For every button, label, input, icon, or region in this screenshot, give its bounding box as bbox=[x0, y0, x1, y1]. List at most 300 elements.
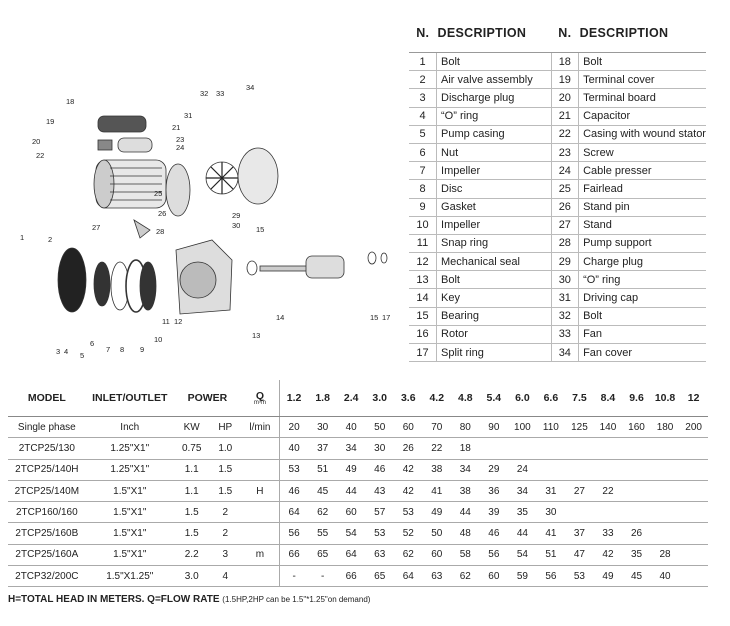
head-value: 53 bbox=[279, 459, 308, 480]
q-value: 1.2 bbox=[279, 380, 308, 417]
part-description-left: Bearing bbox=[437, 307, 552, 325]
diagram-part-label: 1 bbox=[20, 233, 25, 242]
part-number-right: 21 bbox=[551, 107, 579, 125]
model-model: 2TCP160/160 bbox=[8, 502, 86, 523]
lmin-value: 140 bbox=[594, 417, 623, 438]
model-inlet: 1.25"X1" bbox=[86, 438, 174, 459]
head-value: - bbox=[279, 566, 308, 587]
head-value: 35 bbox=[622, 544, 651, 565]
parts-row bbox=[409, 325, 706, 343]
part-number-left: 15 bbox=[409, 307, 437, 325]
diagram-part-label: 33 bbox=[216, 89, 225, 98]
part-number-left: 4 bbox=[409, 107, 437, 125]
diagram-part-label: 30 bbox=[232, 221, 241, 230]
head-value: 31 bbox=[537, 480, 566, 501]
exploded-pump-diagram bbox=[0, 80, 400, 370]
part-number-right: 26 bbox=[551, 198, 579, 216]
performance-table bbox=[8, 380, 708, 587]
diagram-part-label: 8 bbox=[120, 345, 125, 354]
head-unit-cell: m bbox=[241, 544, 279, 565]
head-value: 66 bbox=[279, 544, 308, 565]
part-number-right: 28 bbox=[551, 234, 579, 252]
diagram-part-label: 29 bbox=[232, 211, 241, 220]
part-description-left: Discharge plug bbox=[437, 89, 552, 107]
head-value: 34 bbox=[337, 438, 366, 459]
head-value: 27 bbox=[565, 480, 594, 501]
diagram-part-label: 5 bbox=[80, 351, 85, 360]
part-description-left: Rotor bbox=[437, 325, 552, 343]
part-description-right: Capacitor bbox=[579, 107, 706, 125]
part-number-right: 32 bbox=[551, 307, 579, 325]
head-value: 51 bbox=[537, 544, 566, 565]
part-number-right: 18 bbox=[551, 53, 579, 71]
q-value: 1.8 bbox=[308, 380, 337, 417]
lmin-value: 110 bbox=[537, 417, 566, 438]
head-value: 55 bbox=[308, 523, 337, 544]
model-kw: 1.1 bbox=[174, 480, 210, 501]
header-description-right: DESCRIPTION bbox=[579, 14, 706, 53]
head-value: 34 bbox=[451, 459, 480, 480]
head-value: 45 bbox=[308, 480, 337, 501]
part-description-left: Gasket bbox=[437, 198, 552, 216]
q-value: 2.4 bbox=[337, 380, 366, 417]
head-value: 22 bbox=[423, 438, 452, 459]
model-model: 2TCP25/130 bbox=[8, 438, 86, 459]
part-description-left: Bolt bbox=[437, 271, 552, 289]
part-number-left: 5 bbox=[409, 125, 437, 143]
head-value: 34 bbox=[508, 480, 537, 501]
subheader-kw: KW bbox=[174, 417, 210, 438]
parts-row bbox=[409, 71, 706, 89]
head-value: 63 bbox=[423, 566, 452, 587]
head-value: 44 bbox=[451, 502, 480, 523]
lmin-value: 125 bbox=[565, 417, 594, 438]
head-value bbox=[537, 459, 566, 480]
parts-row bbox=[409, 89, 706, 107]
head-unit-cell bbox=[241, 566, 279, 587]
model-row bbox=[8, 480, 708, 501]
model-hp: 4 bbox=[210, 566, 241, 587]
model-model: 2TCP25/160B bbox=[8, 523, 86, 544]
head-value: 44 bbox=[508, 523, 537, 544]
model-row bbox=[8, 566, 708, 587]
head-unit-cell bbox=[241, 502, 279, 523]
model-model: 2TCP25/140H bbox=[8, 459, 86, 480]
parts-header-row bbox=[409, 14, 706, 53]
part-description-right: Terminal board bbox=[579, 89, 706, 107]
part-number-left: 9 bbox=[409, 198, 437, 216]
header-model: MODEL bbox=[8, 380, 86, 417]
part-number-right: 34 bbox=[551, 344, 579, 362]
model-hp: 1.5 bbox=[210, 480, 241, 501]
head-value bbox=[565, 502, 594, 523]
head-value: 60 bbox=[423, 544, 452, 565]
head-value: 56 bbox=[537, 566, 566, 587]
subheader-hp: HP bbox=[210, 417, 241, 438]
header-inlet-outlet: INLET/OUTLET bbox=[86, 380, 174, 417]
part-description-left: Bolt bbox=[437, 53, 552, 71]
diagram-part-label: 10 bbox=[154, 335, 163, 344]
head-value: 42 bbox=[394, 480, 423, 501]
head-value: - bbox=[308, 566, 337, 587]
diagram-part-label: 31 bbox=[184, 111, 193, 120]
part-description-right: Screw bbox=[579, 143, 706, 161]
part-description-right: Cable presser bbox=[579, 162, 706, 180]
head-value: 38 bbox=[423, 459, 452, 480]
diagram-part-label: 25 bbox=[154, 189, 163, 198]
head-value bbox=[480, 438, 509, 459]
part-number-left: 8 bbox=[409, 180, 437, 198]
parts-row bbox=[409, 180, 706, 198]
head-value bbox=[679, 502, 708, 523]
head-value: 33 bbox=[594, 523, 623, 544]
part-number-left: 14 bbox=[409, 289, 437, 307]
q-value: 10.8 bbox=[651, 380, 680, 417]
diagram-part-label: 17 bbox=[382, 313, 391, 322]
diagram-part-label: 27 bbox=[92, 223, 101, 232]
diagram-part-label: 11 bbox=[162, 317, 170, 326]
part-description-right: Fan cover bbox=[579, 344, 706, 362]
head-value: 46 bbox=[365, 459, 394, 480]
part-description-right: Terminal cover bbox=[579, 71, 706, 89]
head-value bbox=[508, 438, 537, 459]
part-description-right: Charge plug bbox=[579, 253, 706, 271]
part-description-left: Key bbox=[437, 289, 552, 307]
head-value: 57 bbox=[365, 502, 394, 523]
head-value: 49 bbox=[337, 459, 366, 480]
subheader-unit: l/min bbox=[241, 417, 279, 438]
lmin-value: 20 bbox=[279, 417, 308, 438]
model-model: 2TCP32/200C bbox=[8, 566, 86, 587]
diagram-part-label: 12 bbox=[174, 317, 183, 326]
part-number-left: 12 bbox=[409, 253, 437, 271]
model-inlet: 1.5"X1" bbox=[86, 544, 174, 565]
lmin-value: 160 bbox=[622, 417, 651, 438]
model-inlet: 1.25"X1" bbox=[86, 459, 174, 480]
head-value bbox=[622, 480, 651, 501]
head-value bbox=[679, 459, 708, 480]
model-kw: 0.75 bbox=[174, 438, 210, 459]
head-value: 28 bbox=[651, 544, 680, 565]
part-number-right: 33 bbox=[551, 325, 579, 343]
head-value: 42 bbox=[594, 544, 623, 565]
footer-note bbox=[8, 594, 370, 605]
model-kw: 1.5 bbox=[174, 523, 210, 544]
part-description-right: Fairlead bbox=[579, 180, 706, 198]
head-value: 39 bbox=[480, 502, 509, 523]
head-value bbox=[651, 459, 680, 480]
diagram-part-label: 22 bbox=[36, 151, 45, 160]
head-value: 64 bbox=[279, 502, 308, 523]
head-value: 18 bbox=[451, 438, 480, 459]
head-value: 22 bbox=[594, 480, 623, 501]
parts-row bbox=[409, 216, 706, 234]
part-number-right: 20 bbox=[551, 89, 579, 107]
model-inlet: 1.5"X1" bbox=[86, 523, 174, 544]
part-number-right: 29 bbox=[551, 253, 579, 271]
q-value: 9.6 bbox=[622, 380, 651, 417]
part-number-left: 10 bbox=[409, 216, 437, 234]
head-value: 47 bbox=[565, 544, 594, 565]
diagram-part-label: 7 bbox=[106, 345, 111, 354]
part-number-left: 1 bbox=[409, 53, 437, 71]
head-value: 45 bbox=[622, 566, 651, 587]
model-hp: 1.5 bbox=[210, 459, 241, 480]
lmin-value: 100 bbox=[508, 417, 537, 438]
part-number-left: 3 bbox=[409, 89, 437, 107]
diagram-part-label: 23 bbox=[176, 135, 185, 144]
head-value bbox=[651, 502, 680, 523]
parts-row bbox=[409, 143, 706, 161]
diagram-part-label: 2 bbox=[48, 235, 53, 244]
part-number-left: 17 bbox=[409, 344, 437, 362]
model-row bbox=[8, 438, 708, 459]
model-inlet: 1.5"X1" bbox=[86, 480, 174, 501]
diagram-part-label: 9 bbox=[140, 345, 145, 354]
head-value: 59 bbox=[508, 566, 537, 587]
part-number-right: 23 bbox=[551, 143, 579, 161]
head-value: 24 bbox=[508, 459, 537, 480]
part-description-left: “O” ring bbox=[437, 107, 552, 125]
lmin-value: 40 bbox=[337, 417, 366, 438]
head-value: 48 bbox=[451, 523, 480, 544]
head-value: 36 bbox=[480, 480, 509, 501]
part-description-left: Disc bbox=[437, 180, 552, 198]
head-value bbox=[594, 459, 623, 480]
part-description-right: Stand pin bbox=[579, 198, 706, 216]
capacitor-shape bbox=[118, 138, 152, 152]
q-unit: m³/h bbox=[253, 400, 266, 406]
head-value: 46 bbox=[480, 523, 509, 544]
header-q bbox=[241, 380, 279, 417]
head-value: 54 bbox=[508, 544, 537, 565]
header-number-right: N. bbox=[551, 14, 579, 53]
head-value bbox=[594, 502, 623, 523]
head-value bbox=[565, 459, 594, 480]
q-value: 8.4 bbox=[594, 380, 623, 417]
q-value: 4.8 bbox=[451, 380, 480, 417]
head-value: 53 bbox=[394, 502, 423, 523]
model-inlet: 1.5"X1" bbox=[86, 502, 174, 523]
parts-description-table bbox=[409, 14, 706, 362]
lmin-value: 200 bbox=[679, 417, 708, 438]
head-value: 58 bbox=[451, 544, 480, 565]
part-number-right: 22 bbox=[551, 125, 579, 143]
part-number-left: 6 bbox=[409, 143, 437, 161]
head-value: 64 bbox=[394, 566, 423, 587]
subheader-model: Single phase bbox=[8, 417, 86, 438]
head-value bbox=[537, 438, 566, 459]
part-number-right: 31 bbox=[551, 289, 579, 307]
diagram-part-label: 19 bbox=[46, 117, 55, 126]
parts-row bbox=[409, 198, 706, 216]
part-description-right: Bolt bbox=[579, 53, 706, 71]
part-description-right: Fan bbox=[579, 325, 706, 343]
header-description-left: DESCRIPTION bbox=[437, 14, 552, 53]
lmin-value: 70 bbox=[423, 417, 452, 438]
head-value: 66 bbox=[337, 566, 366, 587]
part-number-left: 16 bbox=[409, 325, 437, 343]
diagram-part-label: 6 bbox=[90, 339, 95, 348]
q-value: 3.0 bbox=[365, 380, 394, 417]
head-value: 53 bbox=[565, 566, 594, 587]
model-inlet: 1.5"X1.25" bbox=[86, 566, 174, 587]
model-row bbox=[8, 544, 708, 565]
head-value: 37 bbox=[308, 438, 337, 459]
q-value: 3.6 bbox=[394, 380, 423, 417]
q-value: 6.6 bbox=[537, 380, 566, 417]
part-number-left: 13 bbox=[409, 271, 437, 289]
model-row bbox=[8, 502, 708, 523]
head-value: 56 bbox=[480, 544, 509, 565]
head-value: 51 bbox=[308, 459, 337, 480]
head-value bbox=[651, 523, 680, 544]
diagram-part-label: 4 bbox=[64, 347, 69, 356]
head-value bbox=[679, 544, 708, 565]
head-value: 37 bbox=[565, 523, 594, 544]
head-value: 49 bbox=[594, 566, 623, 587]
part-description-right: Pump support bbox=[579, 234, 706, 252]
part-description-left: Snap ring bbox=[437, 234, 552, 252]
subheader-inlet: Inch bbox=[86, 417, 174, 438]
diagram-part-label: 28 bbox=[156, 227, 165, 236]
head-value bbox=[651, 480, 680, 501]
head-value bbox=[679, 480, 708, 501]
parts-row bbox=[409, 53, 706, 71]
diagram-part-label: 18 bbox=[66, 97, 75, 106]
head-value: 35 bbox=[508, 502, 537, 523]
part-number-left: 2 bbox=[409, 71, 437, 89]
diagram-part-label: 15 bbox=[256, 225, 265, 234]
diagram-part-label: 32 bbox=[200, 89, 209, 98]
q-value: 5.4 bbox=[480, 380, 509, 417]
head-value: 52 bbox=[394, 523, 423, 544]
diagram-part-label: 15 bbox=[370, 313, 379, 322]
part-number-right: 27 bbox=[551, 216, 579, 234]
head-value: 60 bbox=[337, 502, 366, 523]
head-value: 30 bbox=[537, 502, 566, 523]
part-description-right: “O” ring bbox=[579, 271, 706, 289]
head-value: 63 bbox=[365, 544, 394, 565]
head-value: 26 bbox=[622, 523, 651, 544]
head-value: 65 bbox=[308, 544, 337, 565]
parts-row bbox=[409, 344, 706, 362]
parts-row bbox=[409, 107, 706, 125]
parts-row bbox=[409, 162, 706, 180]
diagram-part-label: 26 bbox=[158, 209, 167, 218]
model-kw: 2.2 bbox=[174, 544, 210, 565]
footer-main-text: H=TOTAL HEAD IN METERS. Q=FLOW RATE bbox=[8, 594, 220, 605]
head-value bbox=[594, 438, 623, 459]
model-row bbox=[8, 523, 708, 544]
head-value: 49 bbox=[423, 502, 452, 523]
head-value: 40 bbox=[279, 438, 308, 459]
part-description-right: Bolt bbox=[579, 307, 706, 325]
q-symbol: Q bbox=[255, 390, 264, 402]
model-row bbox=[8, 459, 708, 480]
part-description-left: Pump casing bbox=[437, 125, 552, 143]
head-value: 29 bbox=[480, 459, 509, 480]
head-unit-cell bbox=[241, 523, 279, 544]
head-value bbox=[679, 523, 708, 544]
diagram-part-label: 20 bbox=[32, 137, 41, 146]
head-value: 43 bbox=[365, 480, 394, 501]
parts-row bbox=[409, 289, 706, 307]
parts-row bbox=[409, 234, 706, 252]
part-description-left: Split ring bbox=[437, 344, 552, 362]
model-hp: 2 bbox=[210, 502, 241, 523]
lmin-value: 90 bbox=[480, 417, 509, 438]
rotor-shape bbox=[306, 256, 344, 278]
head-value: 41 bbox=[537, 523, 566, 544]
model-model: 2TCP25/140M bbox=[8, 480, 86, 501]
diagram-part-label: 14 bbox=[276, 313, 285, 322]
head-unit-cell: H bbox=[241, 480, 279, 501]
head-value: 62 bbox=[451, 566, 480, 587]
model-hp: 2 bbox=[210, 523, 241, 544]
part-number-right: 24 bbox=[551, 162, 579, 180]
head-value: 30 bbox=[365, 438, 394, 459]
diagram-part-label: 34 bbox=[246, 83, 255, 92]
head-value: 46 bbox=[279, 480, 308, 501]
head-value: 50 bbox=[423, 523, 452, 544]
head-value: 38 bbox=[451, 480, 480, 501]
head-unit-cell bbox=[241, 438, 279, 459]
head-value: 42 bbox=[394, 459, 423, 480]
lmin-value: 180 bbox=[651, 417, 680, 438]
head-value bbox=[622, 502, 651, 523]
part-description-left: Nut bbox=[437, 143, 552, 161]
model-kw: 1.1 bbox=[174, 459, 210, 480]
footer-small-note: (1.5HP,2HP can be 1.5"*1.25"on demand) bbox=[222, 595, 371, 604]
head-value: 53 bbox=[365, 523, 394, 544]
part-description-left: Mechanical seal bbox=[437, 253, 552, 271]
head-value: 44 bbox=[337, 480, 366, 501]
head-value: 64 bbox=[337, 544, 366, 565]
part-description-left: Air valve assembly bbox=[437, 71, 552, 89]
model-kw: 3.0 bbox=[174, 566, 210, 587]
head-value: 60 bbox=[480, 566, 509, 587]
head-value bbox=[679, 438, 708, 459]
part-description-left: Impeller bbox=[437, 216, 552, 234]
diagram-part-label: 3 bbox=[56, 347, 61, 356]
part-description-left: Impeller bbox=[437, 162, 552, 180]
lmin-value: 50 bbox=[365, 417, 394, 438]
head-value: 54 bbox=[337, 523, 366, 544]
model-hp: 1.0 bbox=[210, 438, 241, 459]
parts-row bbox=[409, 307, 706, 325]
pump-casing-shape bbox=[58, 248, 86, 312]
q-value: 4.2 bbox=[423, 380, 452, 417]
head-value: 26 bbox=[394, 438, 423, 459]
q-value: 7.5 bbox=[565, 380, 594, 417]
performance-header-row bbox=[8, 380, 708, 417]
lmin-value: 30 bbox=[308, 417, 337, 438]
head-value: 65 bbox=[365, 566, 394, 587]
lmin-value: 60 bbox=[394, 417, 423, 438]
head-unit-cell bbox=[241, 459, 279, 480]
model-hp: 3 bbox=[210, 544, 241, 565]
head-value bbox=[651, 438, 680, 459]
header-power: POWER bbox=[174, 380, 241, 417]
head-value: 40 bbox=[651, 566, 680, 587]
head-value bbox=[565, 438, 594, 459]
part-number-left: 7 bbox=[409, 162, 437, 180]
diagram-part-label: 24 bbox=[176, 143, 185, 152]
performance-subheader-row bbox=[8, 417, 708, 438]
head-value bbox=[622, 438, 651, 459]
model-model: 2TCP25/160A bbox=[8, 544, 86, 565]
